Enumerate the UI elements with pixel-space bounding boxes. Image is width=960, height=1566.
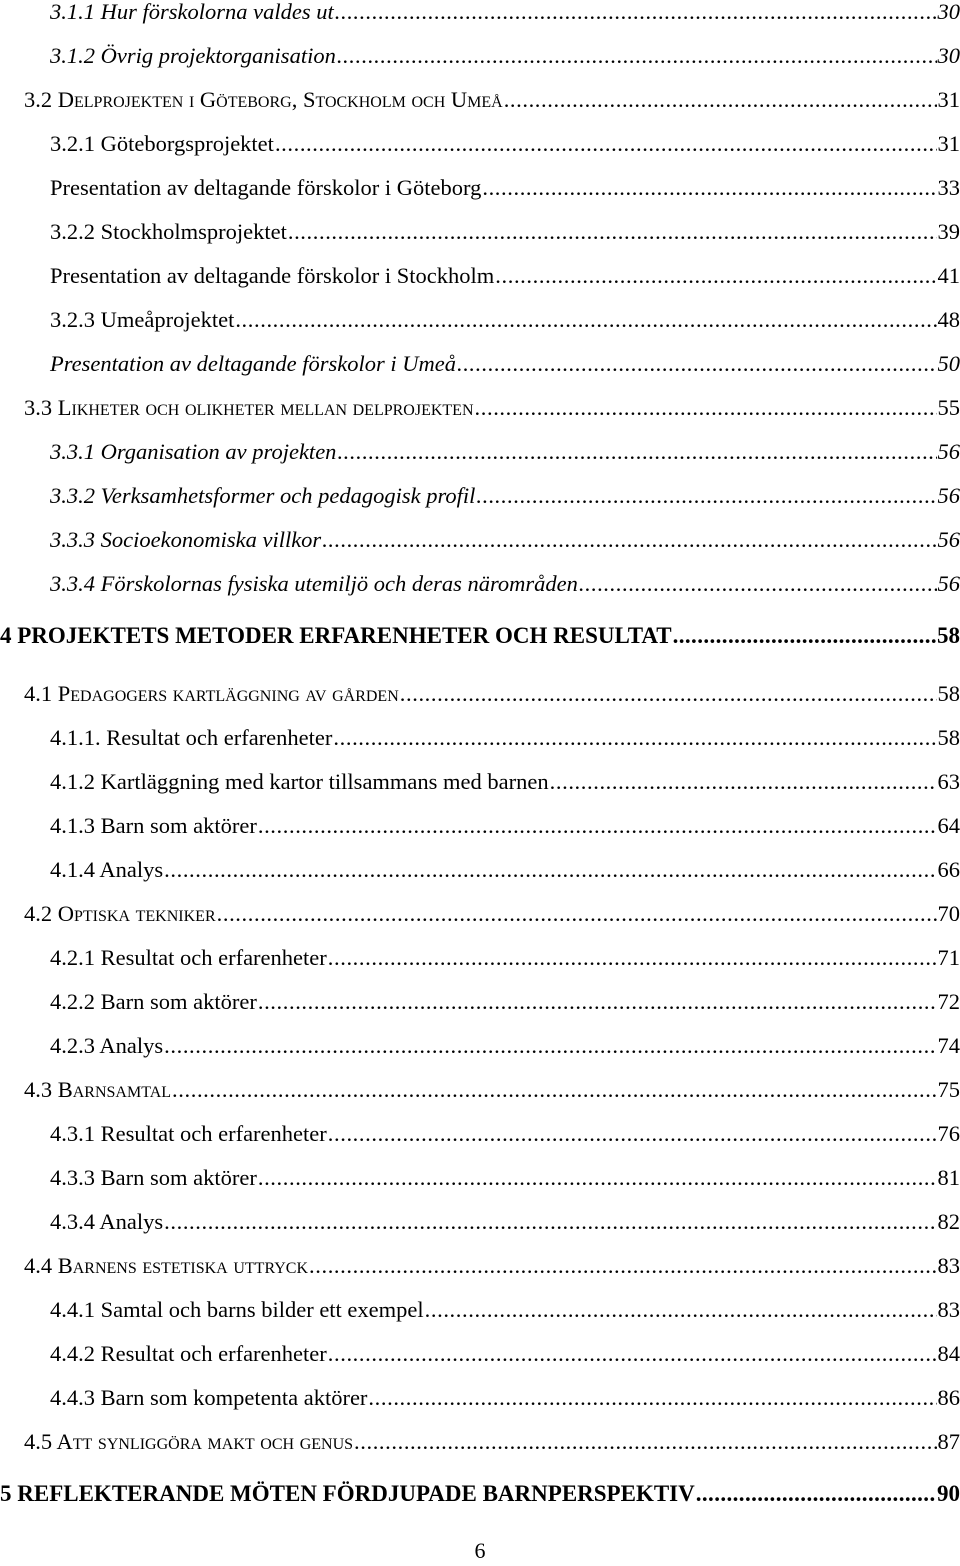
- toc-entry-page: 82: [937, 1209, 960, 1234]
- toc-entry-title: 4.2.3 Analys: [50, 1033, 164, 1058]
- toc-entry-title: 3.2.3 Umeåprojektet: [50, 307, 235, 332]
- toc-entry[interactable]: [50, 812, 960, 842]
- toc-entry[interactable]: [50, 1120, 960, 1150]
- toc-entry-page: 30: [937, 0, 960, 24]
- toc-entry-title: 4.4.2 Resultat och erfarenheter: [50, 1341, 327, 1366]
- toc-entry-page: 56: [937, 483, 960, 508]
- toc-entry[interactable]: [50, 526, 960, 556]
- toc-leader-dots: [673, 622, 936, 650]
- toc-entry-title: 5 REFLEKTERANDE MÖTEN FÖRDJUPADE BARNPERSPEKTIV: [0, 1481, 695, 1506]
- toc-leader-dots: [258, 1164, 937, 1192]
- toc-leader-dots: [164, 1032, 936, 1060]
- toc-entry[interactable]: [50, 350, 960, 380]
- toc-entry-page: 71: [937, 945, 960, 970]
- toc-entry[interactable]: [50, 768, 960, 798]
- toc-entry-title: 4.4.1 Samtal och barns bilder ett exempel: [50, 1297, 424, 1322]
- toc-entry-page: 81: [937, 1165, 960, 1190]
- toc-entry-title: 4 PROJEKTETS METODER ERFARENHETER OCH RESULTAT: [0, 623, 672, 648]
- toc-entry-title: 3.3.2 Verksamhetsformer och pedagogisk profil: [50, 483, 476, 508]
- toc-entry-page: 39: [937, 219, 960, 244]
- toc-entry-title: 3.2.2 Stockholmsprojektet: [50, 219, 287, 244]
- toc-entry-page: 33: [937, 175, 960, 200]
- toc-entry-page: 84: [937, 1341, 960, 1366]
- toc-entry-page: 56: [937, 439, 960, 464]
- toc-entry-page: 55: [937, 395, 960, 420]
- toc-entry-page: 76: [937, 1121, 960, 1146]
- toc-entry-title: 4.2.1 Resultat och erfarenheter: [50, 945, 327, 970]
- toc-entry-page: 86: [937, 1385, 960, 1410]
- toc-leader-dots: [550, 768, 937, 796]
- toc-entry-title: 4.1.1. Resultat och erfarenheter: [50, 725, 333, 750]
- toc-leader-dots: [475, 394, 937, 422]
- toc-entry-title: 4.2.2 Barn som aktörer: [50, 989, 257, 1014]
- toc-entry[interactable]: [50, 724, 960, 754]
- toc-entry[interactable]: [50, 262, 960, 292]
- toc-leader-dots: [328, 1120, 937, 1148]
- toc-entry-page: 31: [937, 131, 960, 156]
- toc-entry[interactable]: [24, 1428, 960, 1458]
- toc-leader-dots: [217, 900, 937, 928]
- toc-entry-title: 4.4.3 Barn som kompetenta aktörer: [50, 1385, 368, 1410]
- toc-entry[interactable]: [24, 1076, 960, 1106]
- toc-entry-title: 4.1.3 Barn som aktörer: [50, 813, 257, 838]
- toc-chapter-entry[interactable]: [0, 1480, 960, 1510]
- toc-entry-title: Presentation av deltagande förskolor i Umeå: [50, 351, 456, 376]
- toc-entry-title: 4.4 Barnens estetiska uttryck: [24, 1253, 309, 1278]
- toc-entry-title: 3.2 Delprojekten i Göteborg, Stockholm och Umeå: [24, 87, 503, 112]
- toc-entry[interactable]: [50, 130, 960, 160]
- toc-leader-dots: [335, 0, 937, 26]
- toc-entry[interactable]: [50, 1032, 960, 1062]
- toc-leader-dots: [337, 438, 936, 466]
- toc-entry-page: 58: [937, 725, 960, 750]
- toc-leader-dots: [333, 724, 936, 752]
- toc-leader-dots: [275, 130, 937, 158]
- toc-entry-title: 4.3.1 Resultat och erfarenheter: [50, 1121, 327, 1146]
- toc-entry-page: 72: [937, 989, 960, 1014]
- toc-chapter-entry[interactable]: [0, 622, 960, 652]
- toc-entry[interactable]: [50, 1296, 960, 1326]
- toc-leader-dots: [354, 1428, 936, 1456]
- toc-entry-title: 3.3.1 Organisation av projekten: [50, 439, 337, 464]
- toc-entry-title: 4.1 Pedagogers kartläggning av gården: [24, 681, 399, 706]
- toc-leader-dots: [476, 482, 936, 510]
- toc-leader-dots: [309, 1252, 936, 1280]
- toc-entry-title: 3.1.1 Hur förskolorna valdes ut: [50, 0, 334, 24]
- toc-leader-dots: [368, 1384, 936, 1412]
- toc-entry-page: 66: [937, 857, 960, 882]
- toc-leader-dots: [258, 812, 937, 840]
- toc-entry-page: 70: [937, 901, 960, 926]
- toc-entry-page: 83: [937, 1253, 960, 1278]
- toc-leader-dots: [457, 350, 937, 378]
- toc-entry-page: 56: [937, 527, 960, 552]
- toc-entry-page: 75: [937, 1077, 960, 1102]
- toc-leader-dots: [425, 1296, 937, 1324]
- toc-entry[interactable]: [50, 1340, 960, 1370]
- toc-entry-page: 31: [937, 87, 960, 112]
- toc-entry-page: 30: [937, 43, 960, 68]
- toc-entry-title: 3.2.1 Göteborgsprojektet: [50, 131, 274, 156]
- toc-leader-dots: [235, 306, 936, 334]
- toc-leader-dots: [258, 988, 937, 1016]
- toc-entry-page: 87: [937, 1429, 960, 1454]
- toc-entry-page: 50: [937, 351, 960, 376]
- toc-entry-page: 83: [937, 1297, 960, 1322]
- toc-entry[interactable]: [24, 680, 960, 710]
- toc-entry[interactable]: [50, 42, 960, 72]
- toc-entry-page: 58: [937, 681, 960, 706]
- toc-entry-title: 3.3.4 Förskolornas fysiska utemiljö och deras närområden: [50, 571, 578, 596]
- toc-leader-dots: [328, 1340, 937, 1368]
- toc-leader-dots: [337, 42, 937, 70]
- toc-leader-dots: [495, 262, 936, 290]
- toc-entry-title: 4.1.4 Analys: [50, 857, 164, 882]
- toc-entry[interactable]: [24, 900, 960, 930]
- toc-leader-dots: [288, 218, 937, 246]
- toc-entry[interactable]: [50, 0, 960, 28]
- toc-leader-dots: [579, 570, 937, 598]
- toc-entry[interactable]: [50, 1384, 960, 1414]
- toc-entry[interactable]: [50, 306, 960, 336]
- toc-entry[interactable]: [24, 86, 960, 116]
- toc-entry[interactable]: [50, 988, 960, 1018]
- toc-entry-title: 4.5 Att synliggöra makt och genus: [24, 1429, 354, 1454]
- toc-leader-dots: [164, 1208, 936, 1236]
- toc-entry-title: 4.3.4 Analys: [50, 1209, 164, 1234]
- toc-entry[interactable]: [50, 944, 960, 974]
- toc-leader-dots: [172, 1076, 936, 1104]
- toc-leader-dots: [482, 174, 936, 202]
- toc-leader-dots: [322, 526, 936, 554]
- toc-entry[interactable]: [50, 570, 960, 600]
- toc-entry-page: 48: [937, 307, 960, 332]
- toc-entry[interactable]: [50, 856, 960, 886]
- toc-entry-title: 3.3.3 Socioekonomiska villkor: [50, 527, 322, 552]
- toc-leader-dots: [696, 1480, 936, 1508]
- toc-entry-title: 4.3.3 Barn som aktörer: [50, 1165, 257, 1190]
- toc-entry-title: 4.2 Optiska tekniker: [24, 901, 216, 926]
- toc-entry[interactable]: [50, 218, 960, 248]
- toc-entry-page: 63: [937, 769, 960, 794]
- toc-entry-title: 4.1.2 Kartläggning med kartor tillsammans med barnen: [50, 769, 549, 794]
- toc-entry-title: 3.1.2 Övrig projektorganisation: [50, 43, 336, 68]
- toc-leader-dots: [504, 86, 937, 114]
- toc-entry[interactable]: [24, 1252, 960, 1282]
- toc-entry-page: 41: [937, 263, 960, 288]
- toc-entry-title: Presentation av deltagande förskolor i Göteborg: [50, 175, 482, 200]
- toc-entry-page: 56: [937, 571, 960, 596]
- toc-entry-title: 3.3 Likheter och olikheter mellan delprojekten: [24, 395, 474, 420]
- toc-entry-page: 58: [937, 623, 960, 648]
- toc-entry[interactable]: [50, 482, 960, 512]
- toc-entry-page: 64: [937, 813, 960, 838]
- toc-entry-title: Presentation av deltagande förskolor i Stockholm: [50, 263, 495, 288]
- page-number: 6: [474, 1538, 486, 1563]
- toc-entry[interactable]: [50, 174, 960, 204]
- toc-entry-title: 4.3 Barnsamtal: [24, 1077, 172, 1102]
- toc-leader-dots: [400, 680, 937, 708]
- toc-entry[interactable]: [50, 1164, 960, 1194]
- toc-leader-dots: [164, 856, 936, 884]
- toc-entry[interactable]: [50, 438, 960, 468]
- toc-entry[interactable]: [24, 394, 960, 424]
- toc-entry[interactable]: [50, 1208, 960, 1238]
- toc-entry-page: 74: [937, 1033, 960, 1058]
- toc-leader-dots: [328, 944, 937, 972]
- toc-entry-page: 90: [937, 1481, 960, 1506]
